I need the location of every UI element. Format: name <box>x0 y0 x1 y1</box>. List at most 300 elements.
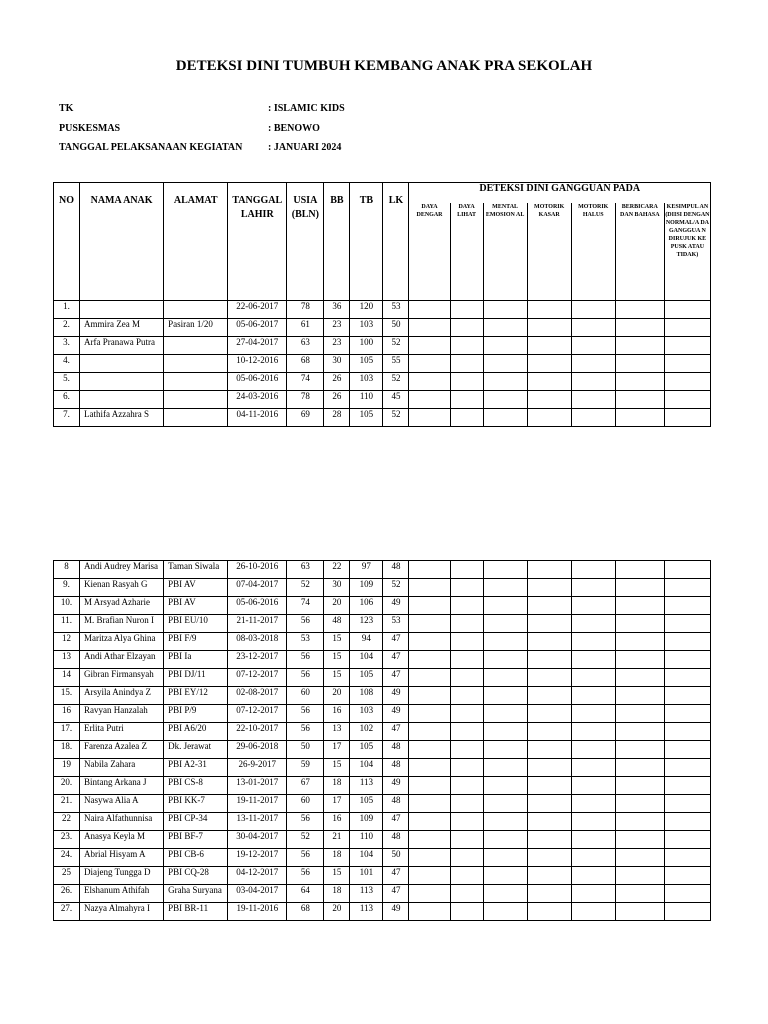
cell-tanggal-lahir: 05-06-2016 <box>228 372 287 390</box>
table-row <box>54 561 711 579</box>
cell-empty <box>483 759 527 777</box>
table-body-page2 <box>54 561 711 921</box>
table-row <box>54 831 711 849</box>
cell-no: 12 <box>54 633 80 651</box>
header-motorik-halus: MOTORIK HALUS <box>571 203 615 300</box>
cell-nama: Ammira Zea M <box>80 318 164 336</box>
cell-nama: Nabila Zahara <box>80 759 164 777</box>
cell-empty <box>664 651 710 669</box>
cell-tb: 108 <box>350 687 383 705</box>
cell-empty <box>409 723 450 741</box>
header-lk: LK <box>383 183 409 301</box>
cell-bb: 18 <box>324 777 350 795</box>
cell-alamat: PBI EU/10 <box>164 615 228 633</box>
cell-empty <box>664 615 710 633</box>
cell-nama: Lathifa Azzahra S <box>80 408 164 426</box>
cell-tb: 103 <box>350 705 383 723</box>
cell-empty <box>450 300 483 318</box>
cell-lk: 48 <box>383 795 409 813</box>
cell-empty <box>483 777 527 795</box>
cell-empty <box>483 561 527 579</box>
cell-empty <box>615 687 664 705</box>
cell-empty <box>409 579 450 597</box>
cell-alamat: PBI F/9 <box>164 633 228 651</box>
cell-no: 15. <box>54 687 80 705</box>
cell-empty <box>664 885 710 903</box>
cell-empty <box>664 372 710 390</box>
cell-bb: 17 <box>324 795 350 813</box>
header-daya-lihat: DAYA LIHAT <box>450 203 483 300</box>
cell-usia: 63 <box>287 561 324 579</box>
cell-empty <box>571 408 615 426</box>
cell-empty <box>483 741 527 759</box>
table-row <box>54 813 711 831</box>
header-bb: BB <box>324 183 350 301</box>
cell-usia: 60 <box>287 687 324 705</box>
cell-empty <box>450 651 483 669</box>
cell-alamat: PBI CS-8 <box>164 777 228 795</box>
cell-empty <box>527 885 571 903</box>
cell-empty <box>527 705 571 723</box>
cell-empty <box>664 759 710 777</box>
cell-empty <box>664 579 710 597</box>
cell-empty <box>571 831 615 849</box>
cell-lk: 53 <box>383 615 409 633</box>
cell-tb: 105 <box>350 795 383 813</box>
header-berbicara-bahasa: BERBICARA DAN BAHASA <box>615 203 664 300</box>
cell-no: 17. <box>54 723 80 741</box>
cell-empty <box>664 741 710 759</box>
cell-tanggal-lahir: 21-11-2017 <box>228 615 287 633</box>
cell-empty <box>483 669 527 687</box>
cell-empty <box>527 597 571 615</box>
cell-alamat <box>164 372 228 390</box>
cell-empty <box>664 300 710 318</box>
header-motorik-kasar: MOTORIK KASAR <box>527 203 571 300</box>
table-row <box>54 372 711 390</box>
cell-empty <box>571 777 615 795</box>
cell-lk: 50 <box>383 849 409 867</box>
cell-empty <box>571 723 615 741</box>
cell-empty <box>527 741 571 759</box>
cell-empty <box>527 300 571 318</box>
cell-empty <box>483 336 527 354</box>
cell-bb: 13 <box>324 723 350 741</box>
cell-lk: 45 <box>383 390 409 408</box>
cell-usia: 53 <box>287 633 324 651</box>
table-row <box>54 741 711 759</box>
cell-lk: 47 <box>383 867 409 885</box>
cell-empty <box>450 336 483 354</box>
cell-tanggal-lahir: 04-12-2017 <box>228 867 287 885</box>
cell-empty <box>615 813 664 831</box>
cell-empty <box>571 795 615 813</box>
cell-empty <box>571 867 615 885</box>
cell-usia: 67 <box>287 777 324 795</box>
cell-tb: 110 <box>350 831 383 849</box>
cell-tanggal-lahir: 26-9-2017 <box>228 759 287 777</box>
cell-tb: 113 <box>350 885 383 903</box>
cell-tb: 123 <box>350 615 383 633</box>
cell-empty <box>483 318 527 336</box>
cell-no: 9. <box>54 579 80 597</box>
table-row <box>54 300 711 318</box>
cell-empty <box>409 372 450 390</box>
cell-empty <box>527 372 571 390</box>
cell-bb: 18 <box>324 849 350 867</box>
cell-bb: 15 <box>324 867 350 885</box>
cell-lk: 48 <box>383 741 409 759</box>
screening-table-page2 <box>53 560 711 921</box>
cell-empty <box>527 777 571 795</box>
cell-bb: 48 <box>324 615 350 633</box>
cell-no: 16 <box>54 705 80 723</box>
table-row <box>54 687 711 705</box>
cell-empty <box>571 741 615 759</box>
cell-alamat: PBI AV <box>164 597 228 615</box>
cell-usia: 56 <box>287 849 324 867</box>
cell-tanggal-lahir: 19-11-2016 <box>228 903 287 921</box>
cell-alamat: Graha Suryana <box>164 885 228 903</box>
cell-lk: 47 <box>383 885 409 903</box>
cell-tb: 105 <box>350 741 383 759</box>
cell-empty <box>450 597 483 615</box>
cell-tb: 100 <box>350 336 383 354</box>
cell-tb: 113 <box>350 777 383 795</box>
cell-nama: M. Brafian Nuron I <box>80 615 164 633</box>
cell-no: 22 <box>54 813 80 831</box>
cell-tanggal-lahir: 05-06-2017 <box>228 318 287 336</box>
cell-nama: Bintang Arkana J <box>80 777 164 795</box>
cell-nama: Gibran Firmansyah <box>80 669 164 687</box>
table-row <box>54 651 711 669</box>
cell-empty <box>615 885 664 903</box>
cell-lk: 52 <box>383 372 409 390</box>
cell-nama: Nazya Almahyra I <box>80 903 164 921</box>
cell-empty <box>571 759 615 777</box>
cell-lk: 55 <box>383 354 409 372</box>
cell-no: 25 <box>54 867 80 885</box>
cell-usia: 56 <box>287 615 324 633</box>
cell-empty <box>409 903 450 921</box>
cell-usia: 74 <box>287 372 324 390</box>
cell-empty <box>450 867 483 885</box>
cell-no: 19 <box>54 759 80 777</box>
cell-no: 24. <box>54 849 80 867</box>
cell-bb: 30 <box>324 354 350 372</box>
cell-empty <box>409 336 450 354</box>
cell-tanggal-lahir: 13-11-2017 <box>228 813 287 831</box>
cell-bb: 15 <box>324 759 350 777</box>
table-row <box>54 759 711 777</box>
cell-lk: 49 <box>383 903 409 921</box>
table-row <box>54 867 711 885</box>
cell-empty <box>409 849 450 867</box>
cell-empty <box>483 390 527 408</box>
cell-empty <box>571 669 615 687</box>
cell-nama: Maritza Alya Ghina <box>80 633 164 651</box>
table-row <box>54 354 711 372</box>
cell-empty <box>450 849 483 867</box>
cell-lk: 47 <box>383 813 409 831</box>
cell-bb: 20 <box>324 687 350 705</box>
header-mental-emosional: MENTAL EMOSION AL <box>483 203 527 300</box>
cell-empty <box>450 687 483 705</box>
cell-empty <box>615 741 664 759</box>
cell-empty <box>450 759 483 777</box>
cell-empty <box>527 849 571 867</box>
cell-alamat: PBI P/9 <box>164 705 228 723</box>
cell-tanggal-lahir: 07-04-2017 <box>228 579 287 597</box>
cell-empty <box>571 651 615 669</box>
cell-empty <box>615 408 664 426</box>
cell-usia: 52 <box>287 831 324 849</box>
cell-empty <box>450 354 483 372</box>
cell-tanggal-lahir: 02-08-2017 <box>228 687 287 705</box>
cell-empty <box>571 300 615 318</box>
cell-empty <box>409 813 450 831</box>
cell-empty <box>571 390 615 408</box>
info-value-tk: : ISLAMIC KIDS <box>268 103 345 114</box>
cell-bb: 15 <box>324 669 350 687</box>
cell-empty <box>664 354 710 372</box>
cell-alamat <box>164 390 228 408</box>
cell-tb: 103 <box>350 372 383 390</box>
cell-empty <box>450 615 483 633</box>
cell-empty <box>664 408 710 426</box>
cell-nama: Diajeng Tungga D <box>80 867 164 885</box>
cell-tb: 104 <box>350 651 383 669</box>
cell-empty <box>527 759 571 777</box>
cell-lk: 52 <box>383 579 409 597</box>
cell-bb: 23 <box>324 336 350 354</box>
cell-empty <box>527 723 571 741</box>
cell-nama: Andi Audrey Marisa <box>80 561 164 579</box>
cell-empty <box>571 597 615 615</box>
cell-usia: 56 <box>287 723 324 741</box>
cell-usia: 52 <box>287 579 324 597</box>
cell-tb: 104 <box>350 849 383 867</box>
cell-tb: 105 <box>350 408 383 426</box>
cell-empty <box>615 669 664 687</box>
cell-nama: Arfa Pranawa Putra <box>80 336 164 354</box>
cell-nama <box>80 390 164 408</box>
cell-usia: 68 <box>287 903 324 921</box>
cell-no: 11. <box>54 615 80 633</box>
info-label-puskesmas: PUSKESMAS <box>59 123 121 134</box>
cell-empty <box>527 795 571 813</box>
table-row <box>54 633 711 651</box>
cell-lk: 47 <box>383 633 409 651</box>
cell-no: 20. <box>54 777 80 795</box>
cell-empty <box>527 867 571 885</box>
cell-tanggal-lahir: 03-04-2017 <box>228 885 287 903</box>
cell-empty <box>409 885 450 903</box>
cell-empty <box>409 867 450 885</box>
cell-empty <box>615 633 664 651</box>
cell-tanggal-lahir: 22-10-2017 <box>228 723 287 741</box>
cell-empty <box>409 669 450 687</box>
cell-empty <box>571 687 615 705</box>
cell-alamat <box>164 336 228 354</box>
table-row <box>54 885 711 903</box>
cell-empty <box>527 579 571 597</box>
cell-tb: 110 <box>350 390 383 408</box>
cell-empty <box>615 705 664 723</box>
cell-no: 21. <box>54 795 80 813</box>
cell-empty <box>615 597 664 615</box>
cell-tanggal-lahir: 27-04-2017 <box>228 336 287 354</box>
info-label-tanggal: TANGGAL PELAKSANAAN KEGIATAN <box>59 142 243 153</box>
table-row <box>54 579 711 597</box>
cell-empty <box>664 687 710 705</box>
header-nama: NAMA ANAK <box>80 183 164 301</box>
cell-tb: 104 <box>350 759 383 777</box>
cell-tb: 113 <box>350 903 383 921</box>
cell-lk: 49 <box>383 777 409 795</box>
cell-no: 2. <box>54 318 80 336</box>
cell-empty <box>483 903 527 921</box>
header-deteksi-group: DETEKSI DINI GANGGUAN PADA <box>409 183 711 204</box>
cell-empty <box>450 813 483 831</box>
cell-bb: 23 <box>324 318 350 336</box>
cell-empty <box>483 615 527 633</box>
table-row <box>54 318 711 336</box>
cell-nama <box>80 300 164 318</box>
cell-bb: 26 <box>324 372 350 390</box>
cell-tb: 102 <box>350 723 383 741</box>
cell-empty <box>483 885 527 903</box>
cell-lk: 52 <box>383 336 409 354</box>
cell-empty <box>571 813 615 831</box>
screening-table-page1 <box>53 182 711 427</box>
cell-empty <box>571 579 615 597</box>
cell-empty <box>615 615 664 633</box>
cell-alamat: PBI A6/20 <box>164 723 228 741</box>
info-label-tk: TK <box>59 103 74 114</box>
cell-bb: 22 <box>324 561 350 579</box>
cell-empty <box>483 687 527 705</box>
cell-nama <box>80 354 164 372</box>
cell-alamat: PBI CB-6 <box>164 849 228 867</box>
cell-empty <box>527 336 571 354</box>
cell-empty <box>664 723 710 741</box>
cell-empty <box>615 903 664 921</box>
cell-no: 18. <box>54 741 80 759</box>
cell-empty <box>527 633 571 651</box>
cell-bb: 20 <box>324 597 350 615</box>
table-row <box>54 777 711 795</box>
cell-nama: Arsyila Anindya Z <box>80 687 164 705</box>
cell-no: 27. <box>54 903 80 921</box>
cell-tanggal-lahir: 10-12-2016 <box>228 354 287 372</box>
cell-empty <box>450 705 483 723</box>
cell-empty <box>664 705 710 723</box>
cell-tanggal-lahir: 23-12-2017 <box>228 651 287 669</box>
cell-alamat: PBI BR-11 <box>164 903 228 921</box>
cell-empty <box>664 795 710 813</box>
cell-empty <box>664 777 710 795</box>
header-tb: TB <box>350 183 383 301</box>
cell-empty <box>409 390 450 408</box>
cell-tanggal-lahir: 05-06-2016 <box>228 597 287 615</box>
cell-empty <box>664 390 710 408</box>
cell-tb: 105 <box>350 669 383 687</box>
cell-empty <box>571 354 615 372</box>
cell-lk: 47 <box>383 669 409 687</box>
cell-nama: Farenza Azalea Z <box>80 741 164 759</box>
cell-empty <box>527 813 571 831</box>
cell-usia: 64 <box>287 885 324 903</box>
cell-usia: 68 <box>287 354 324 372</box>
cell-lk: 52 <box>383 408 409 426</box>
cell-empty <box>571 372 615 390</box>
cell-empty <box>615 354 664 372</box>
cell-tanggal-lahir: 30-04-2017 <box>228 831 287 849</box>
cell-empty <box>527 318 571 336</box>
cell-empty <box>615 336 664 354</box>
cell-nama: Kienan Rasyah G <box>80 579 164 597</box>
cell-empty <box>664 903 710 921</box>
cell-empty <box>664 849 710 867</box>
cell-empty <box>409 705 450 723</box>
cell-empty <box>483 597 527 615</box>
cell-bb: 15 <box>324 633 350 651</box>
table-row <box>54 336 711 354</box>
cell-empty <box>450 408 483 426</box>
cell-empty <box>450 885 483 903</box>
cell-empty <box>527 408 571 426</box>
cell-bb: 16 <box>324 705 350 723</box>
cell-empty <box>571 615 615 633</box>
cell-bb: 30 <box>324 579 350 597</box>
cell-tanggal-lahir: 19-11-2017 <box>228 795 287 813</box>
table-body-page1 <box>54 300 711 426</box>
cell-tanggal-lahir: 29-06-2018 <box>228 741 287 759</box>
cell-empty <box>664 669 710 687</box>
header-no: NO <box>54 183 80 301</box>
cell-empty <box>409 651 450 669</box>
cell-empty <box>483 813 527 831</box>
cell-empty <box>615 390 664 408</box>
cell-empty <box>409 741 450 759</box>
cell-nama: Erlita Putri <box>80 723 164 741</box>
cell-empty <box>527 687 571 705</box>
cell-lk: 49 <box>383 705 409 723</box>
table-row <box>54 408 711 426</box>
cell-tanggal-lahir: 24-03-2016 <box>228 390 287 408</box>
cell-bb: 36 <box>324 300 350 318</box>
cell-alamat: PBI A2-31 <box>164 759 228 777</box>
cell-empty <box>450 723 483 741</box>
cell-alamat: Pasiran 1/20 <box>164 318 228 336</box>
cell-empty <box>571 318 615 336</box>
cell-empty <box>450 795 483 813</box>
cell-tanggal-lahir: 22-06-2017 <box>228 300 287 318</box>
cell-empty <box>483 867 527 885</box>
cell-empty <box>483 849 527 867</box>
cell-no: 1. <box>54 300 80 318</box>
cell-nama: Elshanum Athifah <box>80 885 164 903</box>
cell-empty <box>483 723 527 741</box>
cell-empty <box>409 597 450 615</box>
cell-no: 26. <box>54 885 80 903</box>
table-row <box>54 597 711 615</box>
cell-empty <box>664 831 710 849</box>
cell-no: 4. <box>54 354 80 372</box>
cell-lk: 47 <box>383 651 409 669</box>
cell-tanggal-lahir: 07-12-2017 <box>228 669 287 687</box>
